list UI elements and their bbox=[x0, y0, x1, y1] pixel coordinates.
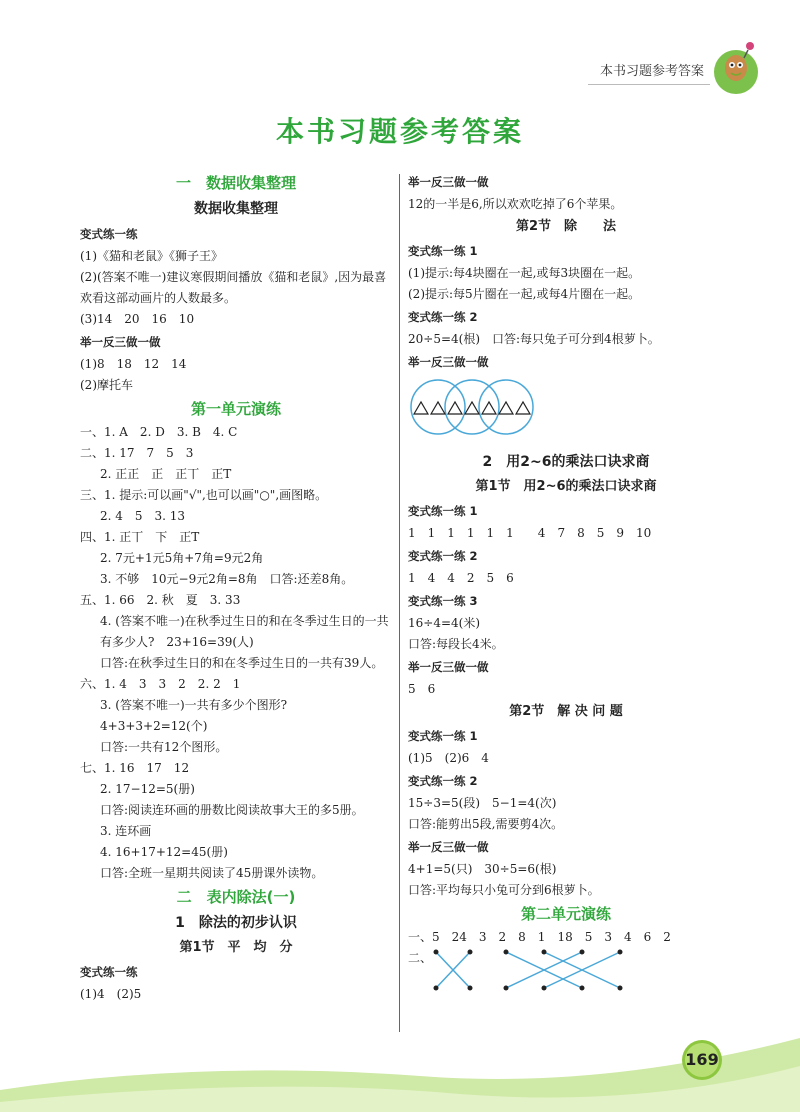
answer-line: 口答:全班一星期共阅读了45册课外读物。 bbox=[100, 866, 324, 880]
page-title: 本书习题参考答案 bbox=[275, 115, 524, 148]
answer-line: (2)摩托车 bbox=[80, 378, 133, 392]
exercise-label: 变式练一练 2 bbox=[408, 549, 478, 563]
answer-line: (1)8 18 12 14 bbox=[80, 357, 187, 371]
review2-title: 第二单元演练 bbox=[520, 905, 611, 923]
answer-line: (1)5 (2)6 4 bbox=[408, 751, 489, 765]
answer-line: (2)提示:每5片圈在一起,或每4片圈在一起。 bbox=[408, 287, 641, 301]
answer-line: 5 6 bbox=[408, 682, 436, 696]
answer-line: 4+1=5(只) 30÷5=6(根) bbox=[408, 862, 557, 876]
answer-line: 五、1. 66 2. 秋 夏 3. 33 bbox=[80, 593, 241, 607]
answer-line: 一、5 24 3 2 8 1 18 5 3 4 6 2 bbox=[408, 930, 671, 944]
matching-lines bbox=[436, 952, 620, 988]
answer-line: 2. 正正 正 正丅 正T bbox=[100, 467, 232, 481]
answer-line: 六、1. 4 3 3 2 2. 2 1 bbox=[80, 677, 241, 691]
answer-line: 口答:平均每只小兔可分到6根萝卜。 bbox=[408, 883, 600, 897]
exercise-label: 变式练一练 2 bbox=[408, 310, 478, 324]
answer-line: 2. 4 5 3. 13 bbox=[100, 509, 186, 523]
section-heading: 第1节 平 均 分 bbox=[179, 940, 293, 955]
unit2-2-title: 2 用2~6的乘法口诀求商 bbox=[482, 454, 650, 470]
mascot-icon bbox=[712, 38, 762, 98]
matching-answer bbox=[408, 948, 724, 994]
section-heading: 第2节 解 决 问 题 bbox=[509, 704, 623, 719]
exercise-label: 变式练一练 bbox=[80, 227, 138, 241]
answer-line: 16÷4=4(米) bbox=[408, 616, 481, 630]
review1-title: 第一单元演练 bbox=[190, 400, 281, 418]
answer-line: 2. 7元+1元5角+7角=9元2角 bbox=[100, 551, 264, 565]
answer-line: 口答:每段长4米。 bbox=[408, 637, 504, 651]
section-heading: 第1节 用2~6的乘法口诀求商 bbox=[475, 479, 657, 494]
circle-grouping-diagram bbox=[408, 378, 548, 436]
exercise-label: 变式练一练 1 bbox=[408, 729, 478, 743]
answer-line: 3. (答案不唯一)一共有多少个图形? bbox=[100, 698, 288, 712]
header-rule bbox=[588, 84, 710, 85]
answer-line: 1 4 4 2 5 6 bbox=[408, 571, 514, 585]
answer-line: 口答:能剪出5段,需要剪4次。 bbox=[408, 817, 564, 831]
header-label: 本书习题参考答案 bbox=[599, 64, 704, 79]
exercise-label: 变式练一练 1 bbox=[408, 504, 478, 518]
answer-line: 3. 连环画 bbox=[100, 824, 152, 838]
triangle-icons bbox=[414, 402, 530, 414]
answer-line: (1)提示:每4块圈在一起,或每3块圈在一起。 bbox=[408, 266, 641, 280]
exercise-label: 举一反三做一做 bbox=[408, 660, 489, 674]
exercise-label: 举一反三做一做 bbox=[408, 840, 489, 854]
matching-lines-diagram bbox=[432, 948, 652, 994]
exercise-label: 变式练一练 3 bbox=[408, 594, 478, 608]
answer-line: 二、 bbox=[408, 951, 433, 965]
answer-line: (1)4 (2)5 bbox=[80, 987, 142, 1001]
answer-line: (1)《猫和老鼠》《狮子王》 bbox=[80, 249, 223, 263]
answer-line: (3)14 20 16 10 bbox=[80, 312, 195, 326]
page-number: 169 bbox=[685, 1050, 719, 1069]
answer-line: 2. 17−12=5(册) bbox=[100, 782, 195, 796]
answer-line: 口答:一共有12个图形。 bbox=[100, 740, 228, 754]
answer-line: 四、1. 正丅 下 正T bbox=[80, 530, 200, 544]
column-divider bbox=[399, 174, 400, 1032]
unit2-title: 二 表内除法(一) bbox=[176, 888, 296, 906]
exercise-label: 举一反三做一做 bbox=[80, 335, 161, 349]
exercise-label: 变式练一练 2 bbox=[408, 774, 478, 788]
group-circle bbox=[445, 380, 499, 434]
exercise-label: 变式练一练 bbox=[80, 965, 138, 979]
answer-line: (2)(答案不唯一)建议寒假期间播放《猫和老鼠》,因为最喜欢看这部动画片的人数最多。 bbox=[80, 270, 387, 305]
answer-line: 二、1. 17 7 5 3 bbox=[80, 446, 194, 460]
answer-line: 3. 不够 10元−9元2角=8角 口答:还差8角。 bbox=[100, 572, 354, 586]
match-dots bbox=[434, 950, 623, 991]
answer-line: 4. 16+17+12=45(册) bbox=[100, 845, 228, 859]
answer-line: 口答:阅读连环画的册数比阅读故事大王的多5册。 bbox=[100, 803, 364, 817]
right-column bbox=[408, 170, 724, 994]
answer-line: 三、1. 提示:可以画"√",也可以画"○",画图略。 bbox=[80, 488, 328, 502]
exercise-label: 举一反三做一做 bbox=[408, 355, 489, 369]
exercise-label: 举一反三做一做 bbox=[408, 175, 489, 189]
unit1-title: 一 数据收集整理 bbox=[175, 174, 296, 192]
unit2-subtitle: 1 除法的初步认识 bbox=[175, 915, 297, 931]
answer-line: 4. (答案不唯一)在秋季过生日的和在冬季过生日的一共有多少人? 23+16=39(人) bbox=[100, 614, 389, 649]
group-circle bbox=[479, 380, 533, 434]
unit1-subtitle: 数据收集整理 bbox=[194, 201, 278, 217]
answer-line: 七、1. 16 17 12 bbox=[80, 761, 190, 775]
answer-line: 15÷3=5(段) 5−1=4(次) bbox=[408, 796, 557, 810]
answer-line: 12的一半是6,所以欢欢吃掉了6个苹果。 bbox=[408, 197, 623, 211]
answer-line: 一、1. A 2. D 3. B 4. C bbox=[80, 425, 238, 439]
section-heading: 第2节 除 法 bbox=[515, 219, 617, 234]
exercise-label: 变式练一练 1 bbox=[408, 244, 478, 258]
answer-line: 4+3+3+2=12(个) bbox=[100, 719, 208, 733]
answer-line: 1 1 1 1 1 1 4 7 8 5 9 10 bbox=[408, 526, 652, 540]
answer-line: 20÷5=4(根) 口答:每只兔子可分到4根萝卜。 bbox=[408, 332, 660, 346]
left-column bbox=[80, 170, 392, 1005]
answer-line: 口答:在秋季过生日的和在冬季过生日的一共有39人。 bbox=[100, 656, 384, 670]
group-circle bbox=[411, 380, 465, 434]
